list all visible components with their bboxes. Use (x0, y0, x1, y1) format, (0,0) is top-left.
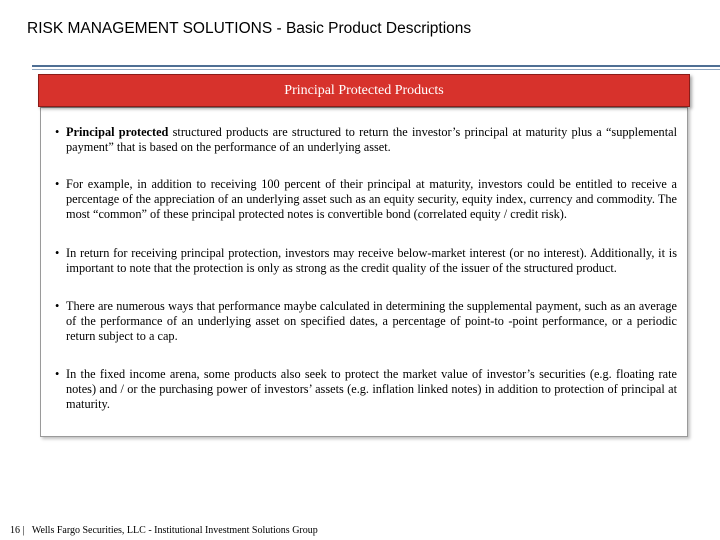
bullet-lead: Principal protected (66, 125, 169, 139)
bullet-item (55, 367, 677, 412)
header-rule (32, 65, 720, 67)
bullet-item (55, 246, 677, 276)
bullet-text: For example, in addition to receiving 100 percent of their principal at maturity, investors could be entitled to receive a percentage of the appreciation of an underlying asset such as an equity security, equity index, currency and commodity. The most “common” of these principal protected notes is convertible bond (correlated equity / credit risk). (66, 177, 677, 221)
bullet-item (55, 125, 677, 155)
bullet-text: In return for receiving principal protection, investors may receive below-market interest (or no interest). Additionally, it is important to note that the protection is only as strong as the credit quality of the issuer of the structured product. (66, 246, 677, 275)
page-footer: 16 | Wells Fargo Securities, LLC - Institutional Investment Solutions Group (10, 525, 318, 536)
bullet-text: structured products are structured to return the investor’s principal at maturity plus a “supplemental payment” that is based on the performance of an underlying asset. (66, 125, 677, 154)
bullet-item (55, 299, 677, 344)
bullet-marker: • (55, 246, 60, 260)
bullet-marker: • (55, 125, 60, 139)
bullet-list (55, 125, 677, 434)
header-rule-thin (32, 69, 720, 70)
bullet-marker: • (55, 367, 60, 381)
bullet-item (55, 177, 677, 222)
bullet-marker: • (55, 177, 60, 191)
section-banner-title: Principal Protected Products (284, 83, 444, 98)
page-title: RISK MANAGEMENT SOLUTIONS - Basic Product Descriptions (27, 20, 472, 37)
bullet-text: There are numerous ways that performance maybe calculated in determining the supplemental payment, such as an average of the performance of an underlying asset on specified dates, a percentage of point-to -point performance, or a periodic return subject to a cap. (66, 299, 677, 343)
bullet-marker: • (55, 299, 60, 313)
section-banner (38, 74, 690, 107)
bullet-text: In the fixed income arena, some products also seek to protect the market value of investor’s securities (e.g. floating rate notes) and / or the purchasing power of investors’ assets (e.g. inflation linked notes) in addition to protection of principal at maturity. (66, 367, 677, 411)
